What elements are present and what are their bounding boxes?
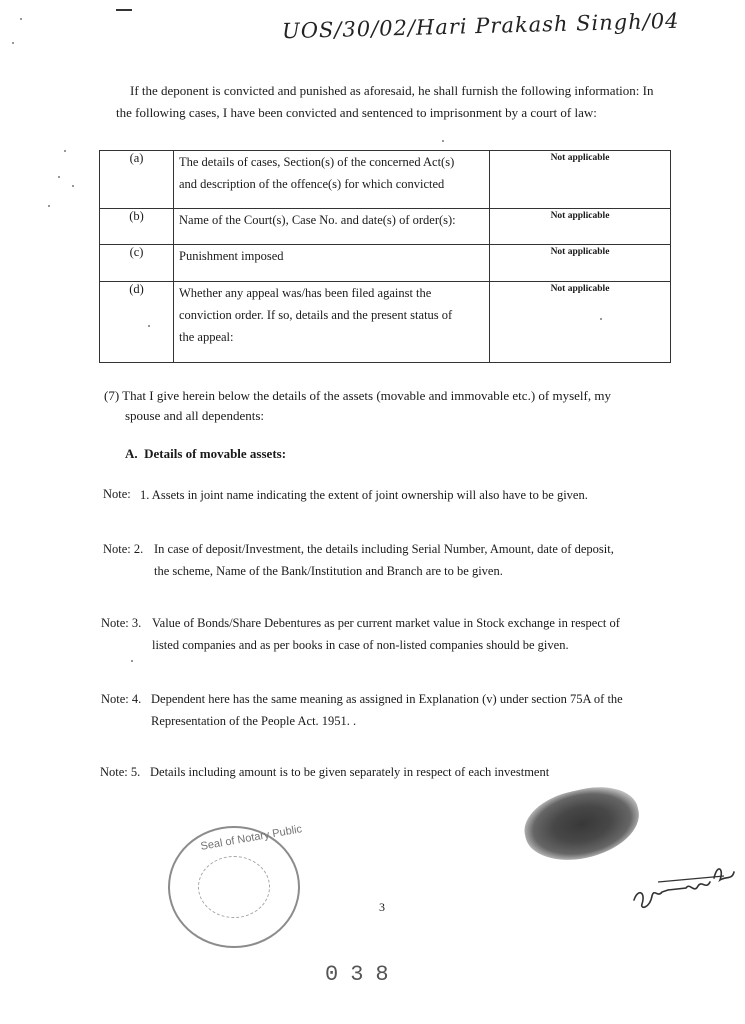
row-value: Not applicable [490,245,671,282]
thumb-impression [518,779,646,870]
note-2-text-line-1: In case of deposit/Investment, the details including Serial Number, Amount, date of deposit, [154,542,614,556]
note-3-prefix: Note: 3. [101,616,142,630]
corner-mark [116,9,132,11]
intro-line-2: the following cases, I have been convicted and sentenced to imprisonment by a court of law: [116,105,597,120]
row-value: Not applicable [490,282,671,363]
row-description [174,209,490,245]
row-label: (c) [100,245,174,282]
row-desc-line: Whether any appeal was/has been filed against the [179,286,432,300]
table-row [100,282,671,363]
intro-line-1: If the deponent is convicted and punished as aforesaid, he shall furnish the following information: In [130,83,654,98]
row-desc-line: the appeal: [179,330,234,344]
row-desc-line: and description of the offence(s) for which convicted [179,177,445,191]
table-row [100,245,671,282]
note-1-text: 1. Assets in joint name indicating the extent of joint ownership will also have to be given. [140,488,588,502]
note-5-text: Details including amount is to be given separately in respect of each investment [150,765,550,779]
page-number: 3 [379,900,385,914]
footer-stamp-number: 038 [325,962,401,987]
note-4-text-line-1: Dependent here has the same meaning as assigned in Explanation (v) under section 75A of the [151,692,623,706]
row-desc-line: Name of the Court(s), Case No. and date(s) of order(s): [179,213,456,227]
table-row [100,151,671,209]
row-value: Not applicable [490,209,671,245]
notary-seal-text: Seal of Notary Public [199,823,303,853]
note-2-prefix: Note: 2. [103,542,144,556]
notary-seal-inner-ring [198,856,270,918]
note-3-text-line-2: listed companies and as per books in case of non-listed companies should be given. [152,638,569,652]
notary-seal [168,823,303,948]
handwritten-reference: UOS/30/02/Hari Prakash Singh/04 [281,8,680,44]
note-2-text-line-2: the scheme, Name of the Bank/Institution and Branch are to be given. [154,564,503,578]
note-4-prefix: Note: 4. [101,692,142,706]
row-description [174,151,490,209]
row-description [174,245,490,282]
row-label: (b) [100,209,174,245]
note-4-text-line-2: Representation of the People Act. 1951. . [151,714,357,728]
conviction-table [99,150,671,363]
row-desc-line: Punishment imposed [179,249,284,263]
note-3-text-line-1: Value of Bonds/Share Debentures as per current market value in Stock exchange in respect of [152,616,620,630]
row-value: Not applicable [490,151,671,209]
movable-assets-heading: A. Details of movable assets: [125,446,287,461]
section-7-line-2: spouse and all dependents: [125,408,264,423]
table-row [100,209,671,245]
row-description [174,282,490,363]
signature [628,852,740,914]
note-1-prefix: Note: [103,487,131,501]
note-5-prefix: Note: 5. [100,765,141,779]
row-desc-line: conviction order. If so, details and the present status of [179,308,453,322]
row-desc-line: The details of cases, Section(s) of the concerned Act(s) [179,155,455,169]
row-label: (d) [100,282,174,363]
section-7-line-1: (7) That I give herein below the details of the assets (movable and immovable etc.) of myself, my [104,388,611,403]
row-label: (a) [100,151,174,209]
